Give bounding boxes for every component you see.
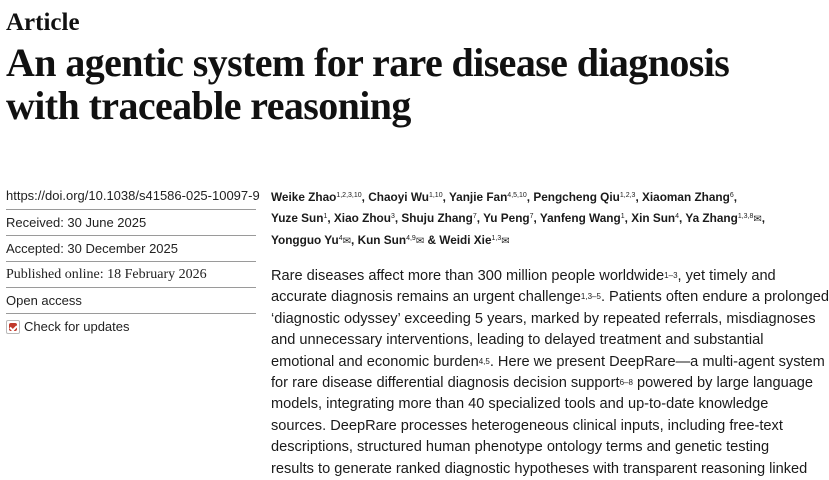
abstract-text: emotional and economic burden — [271, 353, 479, 370]
author-line — [271, 230, 796, 252]
abstract-text: ‘diagnostic odyssey’ exceeding 5 years, marked by repeated referrals, misdiagnoses — [271, 310, 816, 327]
author-affiliation: 1,10 — [428, 192, 443, 199]
abstract-text: powered by large language — [632, 375, 814, 392]
abstract-line — [271, 437, 796, 458]
abstract-text: models, integrating more than 40 specialized tools and up-to-date knowledge — [271, 396, 769, 413]
author-affiliation: 1,2,3 — [619, 192, 636, 199]
abstract-line — [271, 309, 816, 330]
reference-citation[interactable]: 4,5 — [478, 356, 490, 366]
abstract-line — [271, 352, 825, 373]
article-title — [6, 41, 796, 127]
doi-row — [6, 183, 260, 209]
open-access-label: Open access — [6, 287, 256, 313]
author-affiliation: 6 — [729, 192, 734, 199]
author-name[interactable]: Yanfeng Wang — [539, 211, 621, 225]
article-title-line-1: An agentic system for rare disease diagnosis — [6, 40, 730, 85]
author-affiliation: 4 — [338, 235, 343, 242]
author-name[interactable]: Weike Zhao — [271, 190, 337, 204]
abstract-line — [271, 394, 796, 415]
check-updates-icon — [6, 320, 20, 334]
author-name[interactable]: Kun Sun — [357, 233, 407, 247]
author-separator: , — [442, 190, 449, 204]
author-name[interactable]: Yanjie Fan — [448, 190, 508, 204]
author-affiliation: 3 — [390, 213, 395, 220]
author-separator: , — [635, 190, 642, 204]
abstract-line — [271, 330, 796, 351]
author-name[interactable]: Weidi Xie — [439, 233, 492, 247]
author-name[interactable]: Xiaoman Zhang — [642, 190, 730, 204]
author-affiliation: 1 — [323, 213, 328, 220]
author-affiliation: 4,5,10 — [507, 192, 527, 199]
author-affiliation: 1,3,8 — [737, 213, 754, 220]
author-separator: , — [679, 211, 686, 225]
author-name[interactable]: Xiao Zhou — [333, 211, 391, 225]
abstract-text: descriptions, structured human phenotype ontology terms and genetic testing — [271, 439, 770, 456]
doi-link[interactable]: https://doi.org/10.1038/s41586-025-10097-9 — [6, 188, 260, 203]
author-affiliation: 7 — [529, 213, 534, 220]
abstract-text: accurate diagnosis remains an urgent challenge — [271, 289, 581, 306]
author-line — [271, 187, 796, 208]
author-separator: , — [526, 190, 534, 204]
author-separator: , — [624, 211, 632, 225]
author-name[interactable]: Xin Sun — [631, 211, 676, 225]
abstract-line — [271, 266, 796, 287]
author-name[interactable]: Yu Peng — [483, 211, 530, 225]
reference-citation[interactable]: 1,3–5 — [580, 292, 601, 302]
abstract-text: . Patients often endure a prolonged — [600, 289, 829, 306]
author-affiliation: 1,3 — [491, 235, 502, 242]
abstract-line — [271, 416, 796, 437]
check-for-updates-label: Check for updates — [24, 319, 130, 334]
abstract-text: and unnecessary interventions, leading to delayed treatment and substantial — [271, 332, 764, 349]
abstract-line — [271, 373, 814, 394]
abstract-text: for rare disease differential diagnosis decision support — [271, 375, 620, 392]
abstract — [271, 266, 829, 480]
reference-citation[interactable]: 1–3 — [664, 271, 678, 280]
author-affiliation: 1 — [620, 213, 625, 220]
abstract-text: sources. DeepRare processes heterogeneous clinical inputs, including free-text — [271, 417, 783, 434]
author-name[interactable]: Chaoyi Wu — [368, 190, 429, 204]
author-name[interactable]: Yongguo Yu — [271, 233, 339, 247]
received-date: Received: 30 June 2025 — [6, 209, 256, 235]
author-separator: , — [533, 211, 540, 225]
author-separator: , — [394, 211, 402, 225]
article-type-label: Article — [6, 9, 80, 36]
author-list — [271, 187, 796, 252]
author-affiliation: 1,2,3,10 — [336, 192, 362, 199]
author-affiliation: 7 — [472, 213, 477, 220]
abstract-text: , yet timely and — [677, 268, 776, 284]
author-affiliation: 4 — [675, 213, 680, 220]
abstract-text: . Here we present DeepRare—a multi-agent system — [489, 353, 825, 370]
author-affiliation: 4,9 — [406, 235, 416, 242]
author-separator: , — [351, 233, 358, 247]
check-for-updates-button[interactable] — [6, 313, 256, 339]
author-name[interactable]: Shuju Zhang — [401, 211, 473, 225]
author-separator: & — [424, 233, 440, 247]
author-separator: , — [361, 190, 369, 204]
envelope-icon[interactable]: ✉ — [342, 236, 352, 247]
abstract-line — [271, 459, 808, 480]
accepted-date: Accepted: 30 December 2025 — [6, 235, 256, 261]
article-title-line-2: with traceable reasoning — [6, 83, 411, 128]
envelope-icon[interactable]: ✉ — [501, 236, 510, 247]
abstract-text: Rare diseases affect more than 300 million people worldwide — [271, 268, 665, 284]
author-name[interactable]: Yuze Sun — [271, 211, 324, 225]
author-separator: , — [761, 211, 766, 225]
article-metadata — [6, 183, 260, 339]
envelope-icon[interactable]: ✉ — [753, 214, 762, 225]
author-separator: , — [476, 211, 484, 225]
author-line — [271, 208, 796, 230]
published-date: Published online: 18 February 2026 — [6, 261, 256, 287]
reference-citation[interactable]: 6–8 — [619, 378, 633, 388]
author-name[interactable]: Ya Zhang — [685, 211, 738, 225]
envelope-icon[interactable]: ✉ — [415, 236, 425, 247]
author-name[interactable]: Pengcheng Qiu — [533, 190, 620, 204]
abstract-text: results to generate ranked diagnostic hypotheses with transparent reasoning linked — [271, 460, 808, 477]
abstract-line — [271, 287, 829, 308]
author-separator: , — [733, 190, 738, 204]
author-separator: , — [327, 211, 334, 225]
